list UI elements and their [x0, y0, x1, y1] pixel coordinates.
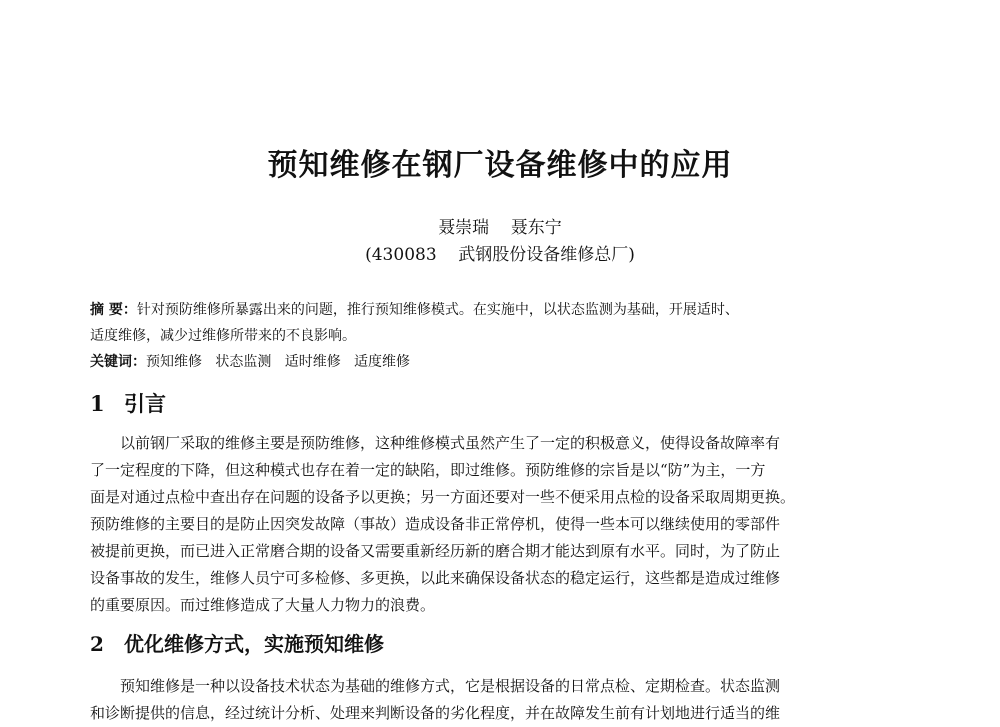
- paragraph-line: 的重要原因。而过维修造成了大量人力物力的浪费。: [90, 596, 436, 614]
- paper-title: 预知维修在钢厂设备维修中的应用: [267, 148, 733, 183]
- abstract-line-2: 适度维修，减少过维修所带来的不良影响。: [90, 328, 356, 344]
- paper-authors: 聂崇瑞 聂东宁: [438, 218, 562, 238]
- paragraph-line: 面是对通过点检中查出存在问题的设备予以更换；另一方面还要对一些不便采用点检的设备采取周期更换。: [90, 488, 796, 506]
- paragraph-line: 预知维修是一种以设备技术状态为基础的维修方式，它是根据设备的日常点检、定期检查。状态监测: [120, 677, 781, 695]
- section-2-number: 2: [90, 632, 104, 656]
- paragraph-line: 了一定程度的下降，但这种模式也存在着一定的缺陷，即过维修。预防维修的宗旨是以“防”为主，一方: [90, 461, 766, 479]
- keywords-text: 预知维修 状态监测 适时维修 适度维修: [146, 354, 411, 370]
- section-1-number: 1: [90, 391, 105, 416]
- section-2-heading: [90, 628, 384, 657]
- paragraph-line: 设备事故的发生，维修人员宁可多检修、多更换，以此来确保设备状态的稳定运行，这些都是造成过维修: [90, 569, 781, 587]
- abstract: [90, 297, 914, 349]
- section-1-heading: [90, 388, 166, 418]
- paragraph-line: 预防维修的主要目的是防止因突发故障（事故）造成设备非正常停机，使得一些本可以继续使用的零部件: [90, 515, 781, 533]
- abstract-label: 摘 要：: [90, 302, 137, 318]
- section-2-title: 优化维修方式，实施预知维修: [124, 632, 384, 656]
- keywords-label: 关键词：: [90, 354, 146, 370]
- paragraph-line: 被提前更换，而已进入正常磨合期的设备又需要重新经历新的磨合期才能达到原有水平。同时，为了防止: [90, 542, 781, 560]
- keywords: [90, 349, 914, 375]
- section-1-title: 引言: [124, 392, 166, 416]
- section-2-paragraph: [90, 673, 912, 727]
- section-1-paragraph: [90, 430, 912, 619]
- paragraph-line: 和诊断提供的信息，经过统计分析、处理来判断设备的劣化程度，并在故障发生前有计划地进行适当的维: [90, 704, 781, 722]
- paragraph-line: 以前钢厂采取的维修主要是预防维修，这种维修模式虽然产生了一定的积极意义，使得设备故障率有: [120, 434, 781, 452]
- paper-affiliation: (430083 武钢股份设备维修总厂): [365, 245, 635, 265]
- abstract-line-1: 针对预防维修所暴露出来的问题，推行预知维修模式。在实施中，以状态监测为基础，开展适时、: [136, 302, 739, 318]
